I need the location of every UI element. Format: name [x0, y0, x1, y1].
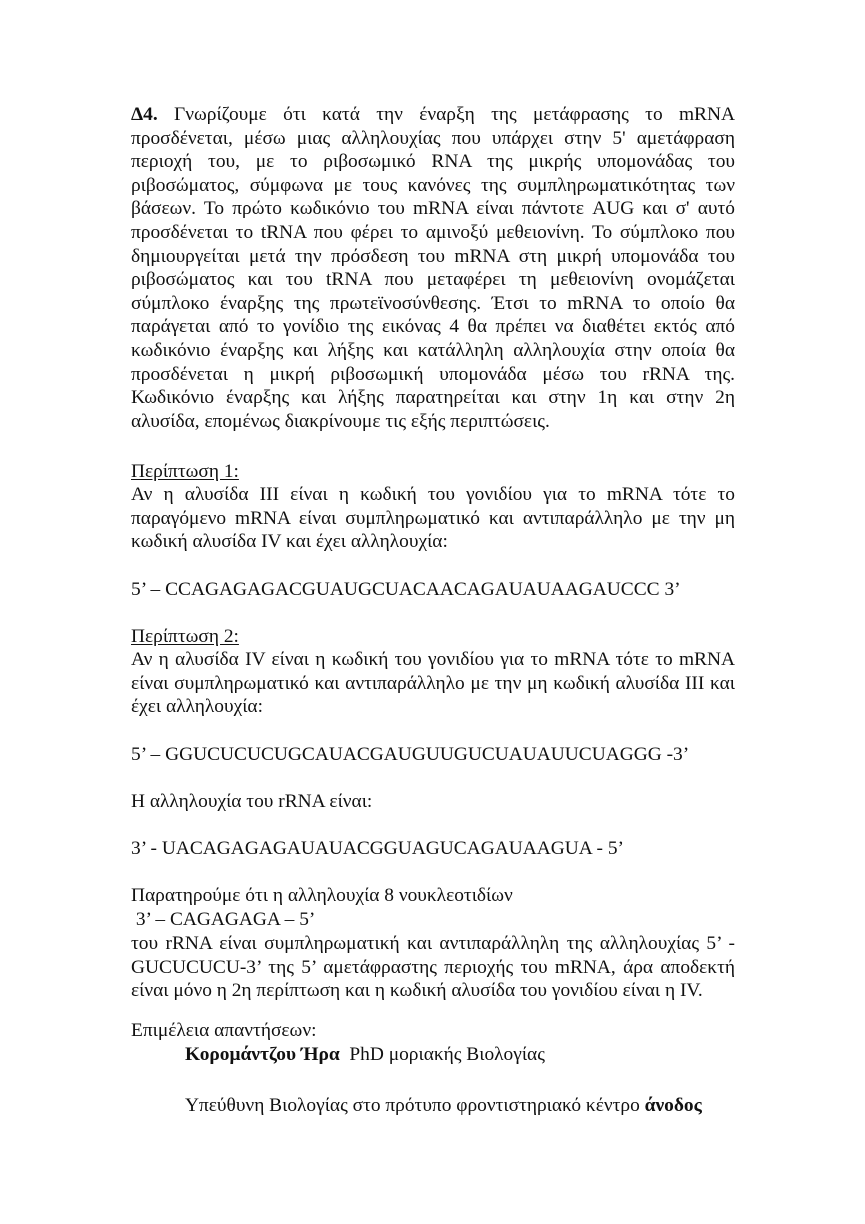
case2-heading: Περίπτωση 2: [131, 626, 239, 647]
rrna-text: Η αλληλουχία του rRNA είναι: [131, 791, 373, 812]
author-role-line [185, 1094, 702, 1118]
author-name: Κορομάντζου Ήρα [185, 1044, 340, 1065]
case2-text: Αν η αλυσίδα IV είναι η κωδική του γονιδίου για το mRNA τότε το mRNA είναι συμπληρωματικό και αντιπαράλληλο με την μη κωδική αλυσίδα ΙΙΙ και έχει αλληλουχία: [131, 649, 735, 718]
case1-heading: Περίπτωση 1: [131, 461, 239, 482]
organization-name: άνοδος [644, 1095, 702, 1116]
author-title: PhD μοριακής Βιολογίας [349, 1044, 545, 1065]
intro-paragraph [131, 103, 735, 433]
case1-sequence: 5’ – CCAGAGAGACGUAUGCUACAACAGAUAUAAGAUCCC 3’ [131, 579, 681, 600]
case1-text: Αν η αλυσίδα ΙΙΙ είναι η κωδική του γονιδίου για το mRNA τότε το παραγόμενο mRNA είναι συμπληρωματικό και αντιπαράλληλο με την μη κωδική αλυσίδα IV και έχει αλληλουχία: [131, 484, 735, 553]
intro-text: Γνωρίζουμε ότι κατά την έναρξη της μετάφρασης το mRNA προσδένεται, μέσω μιας αλληλουχίας που υπάρχει στην 5' αμετάφραση περιοχή του, με το ριβοσωμικό RNA της μικρής υπομονάδας του ριβοσώματος, σύμφωνα με τους κανόνες της συμπληρωματικότητας των βάσεων. Το πρώτο κωδικόνιο του mRNA είναι πάντοτε AUG και σ' αυτό προσδένεται το tRNA που φέρει το αμινοξύ μεθειονίνη. Το σύμπλοκο που δημιουργείται μετά την πρόσδεση του mRNA στη μικρή υπομονάδα του ριβοσώματος και του tRNA που μεταφέρει τη μεθειονίνη ονομάζεται σύμπλοκο έναρξης της πρωτεϊνοσύνθεσης. Έτσι το mRNA το οποίο θα παράγεται από το γονίδιο της εικόνας 4 θα πρέπει να διαθέτει εκτός από κωδικόνιο έναρξης και λήξης και κατάλληλη αλληλουχία στην οποία θα προσδένεται η μικρή ριβοσωμική υπομονάδα μέσω του rRNA της. Κωδικόνιο έναρξης και λήξης παρατηρείται και στην 1η και στην 2η αλυσίδα, επομένως διακρίνουμε τις εξής περιπτώσεις. [131, 104, 735, 432]
question-label: Δ4. [131, 104, 158, 125]
conclusion-line1: Παρατηρούμε ότι η αλληλουχία 8 νουκλεοτιδίων [131, 885, 513, 906]
conclusion-line2: 3’ – CAGAGAGA – 5’ [131, 909, 316, 930]
rrna-sequence: 3’ - UACAGAGAGAUAUACGGUAGUCAGAUAAGUA - 5’ [131, 838, 624, 859]
author-role: Υπεύθυνη Βιολογίας στο πρότυπο φροντιστηριακό κέντρο [185, 1095, 645, 1116]
signature-label: Επιμέλεια απαντήσεων: [131, 1020, 317, 1041]
conclusion-text: του rRNA είναι συμπληρωματική και αντιπαράλληλη της αλληλουχίας 5’ -GUCUCUCU-3’ της 5’ αμετάφραστης περιοχής του mRNA, άρα αποδεκτή είναι μόνο η 2η περίπτωση και η κωδική αλυσίδα του γονιδίου είναι η IV. [131, 933, 735, 1002]
case2-sequence: 5’ – GGUCUCUCUGCAUACGAUGUUGUCUAUAUUCUAGGG -3’ [131, 744, 690, 765]
author-line [185, 1043, 545, 1067]
